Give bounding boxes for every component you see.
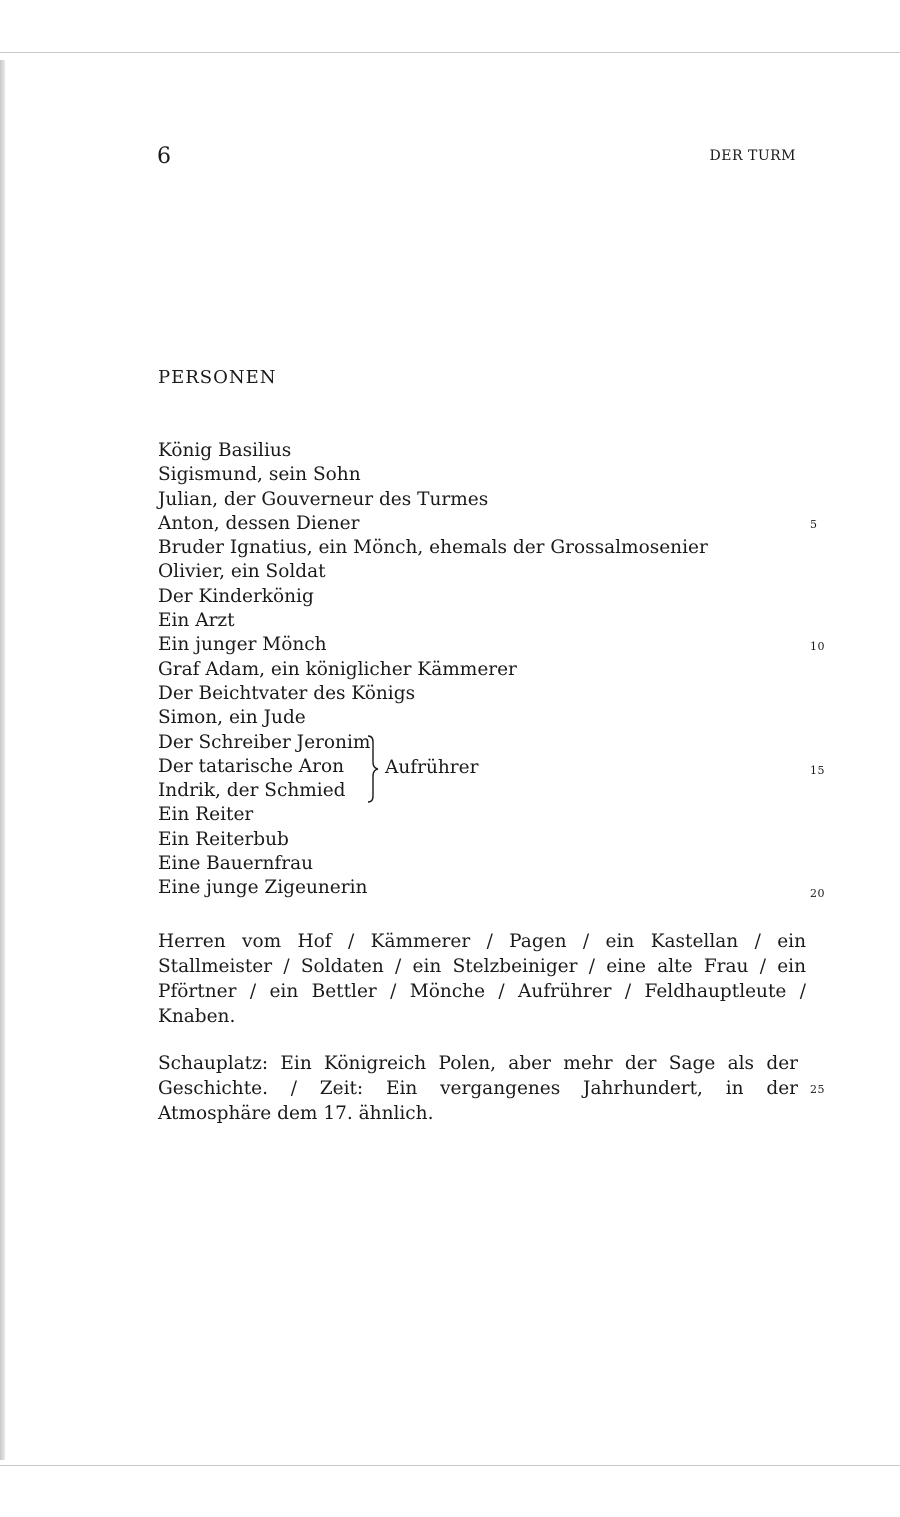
cast-item: Sigismund, sein Sohn [158,464,361,486]
cast-item: Der tatarische Aron [158,755,345,777]
line-number: 10 [810,640,825,653]
scan-line-top [0,52,900,53]
cast-item: Der Kinderkönig [158,585,314,607]
brace-label: Aufrührer [385,757,479,778]
setting-paragraph: Schauplatz: Ein Königreich Polen, aber mehr der Sage als der Geschichte. / Zeit: Ein vergangenes Jahrhundert, in der Atmosphäre dem 17. ähnlich. [158,1053,798,1124]
cast-item: Ein Arzt [158,610,235,632]
cast-item: König Basilius [158,440,292,461]
line-number: 25 [810,1083,825,1096]
line-number: 5 [810,518,818,531]
cast-item: Ein junger Mönch [158,634,327,656]
line-number: 15 [810,764,825,777]
cast-item: Der Schreiber Jeronim [158,731,371,753]
cast-item: Der Beichtvater des Königs [158,682,416,704]
line-number: 20 [810,887,825,900]
page-number: 6 [157,144,171,169]
running-head: DER TURM [709,148,796,164]
scan-line-bottom [0,1465,900,1466]
cast-item: Ein Reiter [158,804,254,826]
cast-item: Anton, dessen Diener [158,512,360,534]
cast-item: Indrik, der Schmied [158,780,346,802]
scan-edge-left [0,60,5,1460]
section-title: PERSONEN [158,367,277,388]
aufruehrer-brace-group [365,734,505,804]
cast-item: Graf Adam, ein königlicher Kämmerer [158,658,517,680]
cast-list [158,439,708,901]
cast-item: Ein Reiterbub [158,828,289,850]
right-brace-icon [365,734,381,804]
cast-item: Olivier, ein Soldat [158,561,326,583]
cast-item: Julian, der Gouverneur des Turmes [158,488,489,510]
cast-item: Simon, ein Jude [158,707,306,729]
ensemble-paragraph: Herren vom Hof / Kämmerer / Pagen / ein Kastellan / ein Stallmeister / Soldaten / ein Stelzbeiniger / eine alte Frau / ein Pförtner / ein Bettler / Mönche / Aufrührer / Feldhauptleute / Knaben. [158,931,806,1027]
cast-item: Bruder Ignatius, ein Mönch, ehemals der Grossalmosenier [158,537,708,559]
cast-item: Eine Bauernfrau [158,853,314,875]
cast-item: Eine junge Zigeunerin [158,877,368,899]
